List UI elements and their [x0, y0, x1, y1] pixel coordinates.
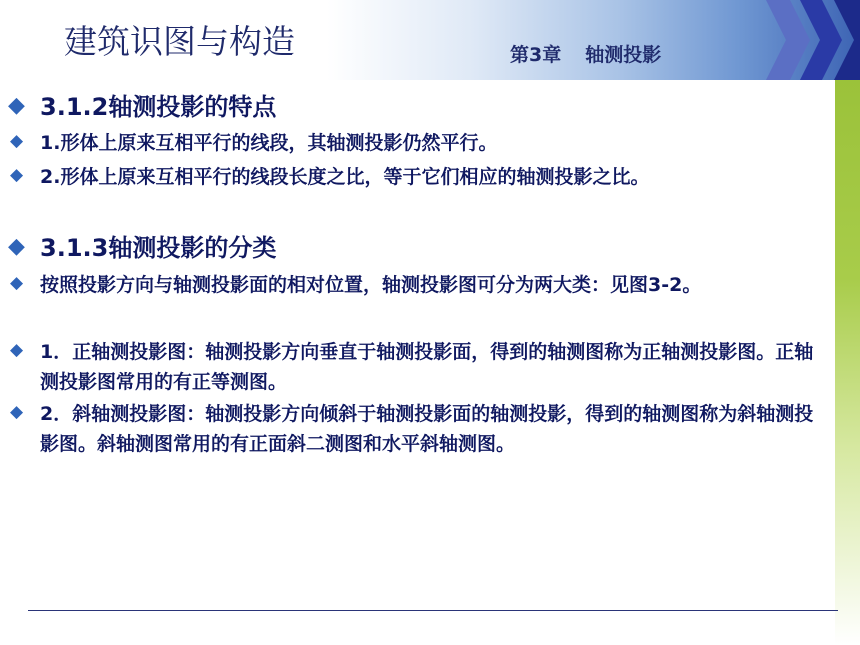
bullet-item-text: 按照投影方向与轴测投影面的相对位置，轴测投影图可分为两大类：见图3-2。: [40, 274, 702, 296]
diamond-bullet-icon: ◆: [10, 165, 24, 185]
bullet-item-text: 2.形体上原来互相平行的线段长度之比，等于它们相应的轴测投影之比。: [40, 166, 650, 188]
bullet-item: [0, 128, 835, 158]
bullet-item: [0, 337, 835, 399]
bullet-item-text: 2．斜轴测投影图：轴测投影方向倾斜于轴测投影面的轴测投影，得到的轴测图称为斜轴测投影图。斜轴测图常用的有正面斜二测图和水平斜轴测图。: [40, 403, 814, 455]
footer-divider: [28, 610, 838, 611]
bullet-item: [0, 270, 835, 332]
chapter-title: 轴测投影: [585, 44, 662, 66]
diamond-bullet-icon: ◆: [10, 402, 24, 422]
diamond-bullet-icon: ◆: [8, 93, 25, 118]
diamond-bullet-icon: ◆: [10, 340, 24, 360]
section-heading-text: 3.1.2轴测投影的特点: [40, 93, 277, 121]
bullet-item: [0, 162, 835, 192]
chapter-number: 第3章: [510, 44, 562, 66]
bullet-item: [0, 399, 835, 491]
diamond-bullet-icon: ◆: [10, 131, 24, 151]
diamond-bullet-icon: ◆: [10, 273, 24, 293]
diamond-bullet-icon: ◆: [8, 234, 25, 259]
slide-title: 建筑识图与构造: [64, 22, 295, 61]
section-heading: [0, 232, 835, 266]
section-heading: [0, 91, 835, 125]
bullet-item-text: 1．正轴测投影图：轴测投影方向垂直于轴测投影面，得到的轴测图称为正轴测投影图。正轴测投影图常用的有正等测图。: [40, 341, 814, 393]
bullet-item-text: 1.形体上原来互相平行的线段，其轴测投影仍然平行。: [40, 132, 498, 154]
section-heading-text: 3.1.3轴测投影的分类: [40, 234, 277, 262]
